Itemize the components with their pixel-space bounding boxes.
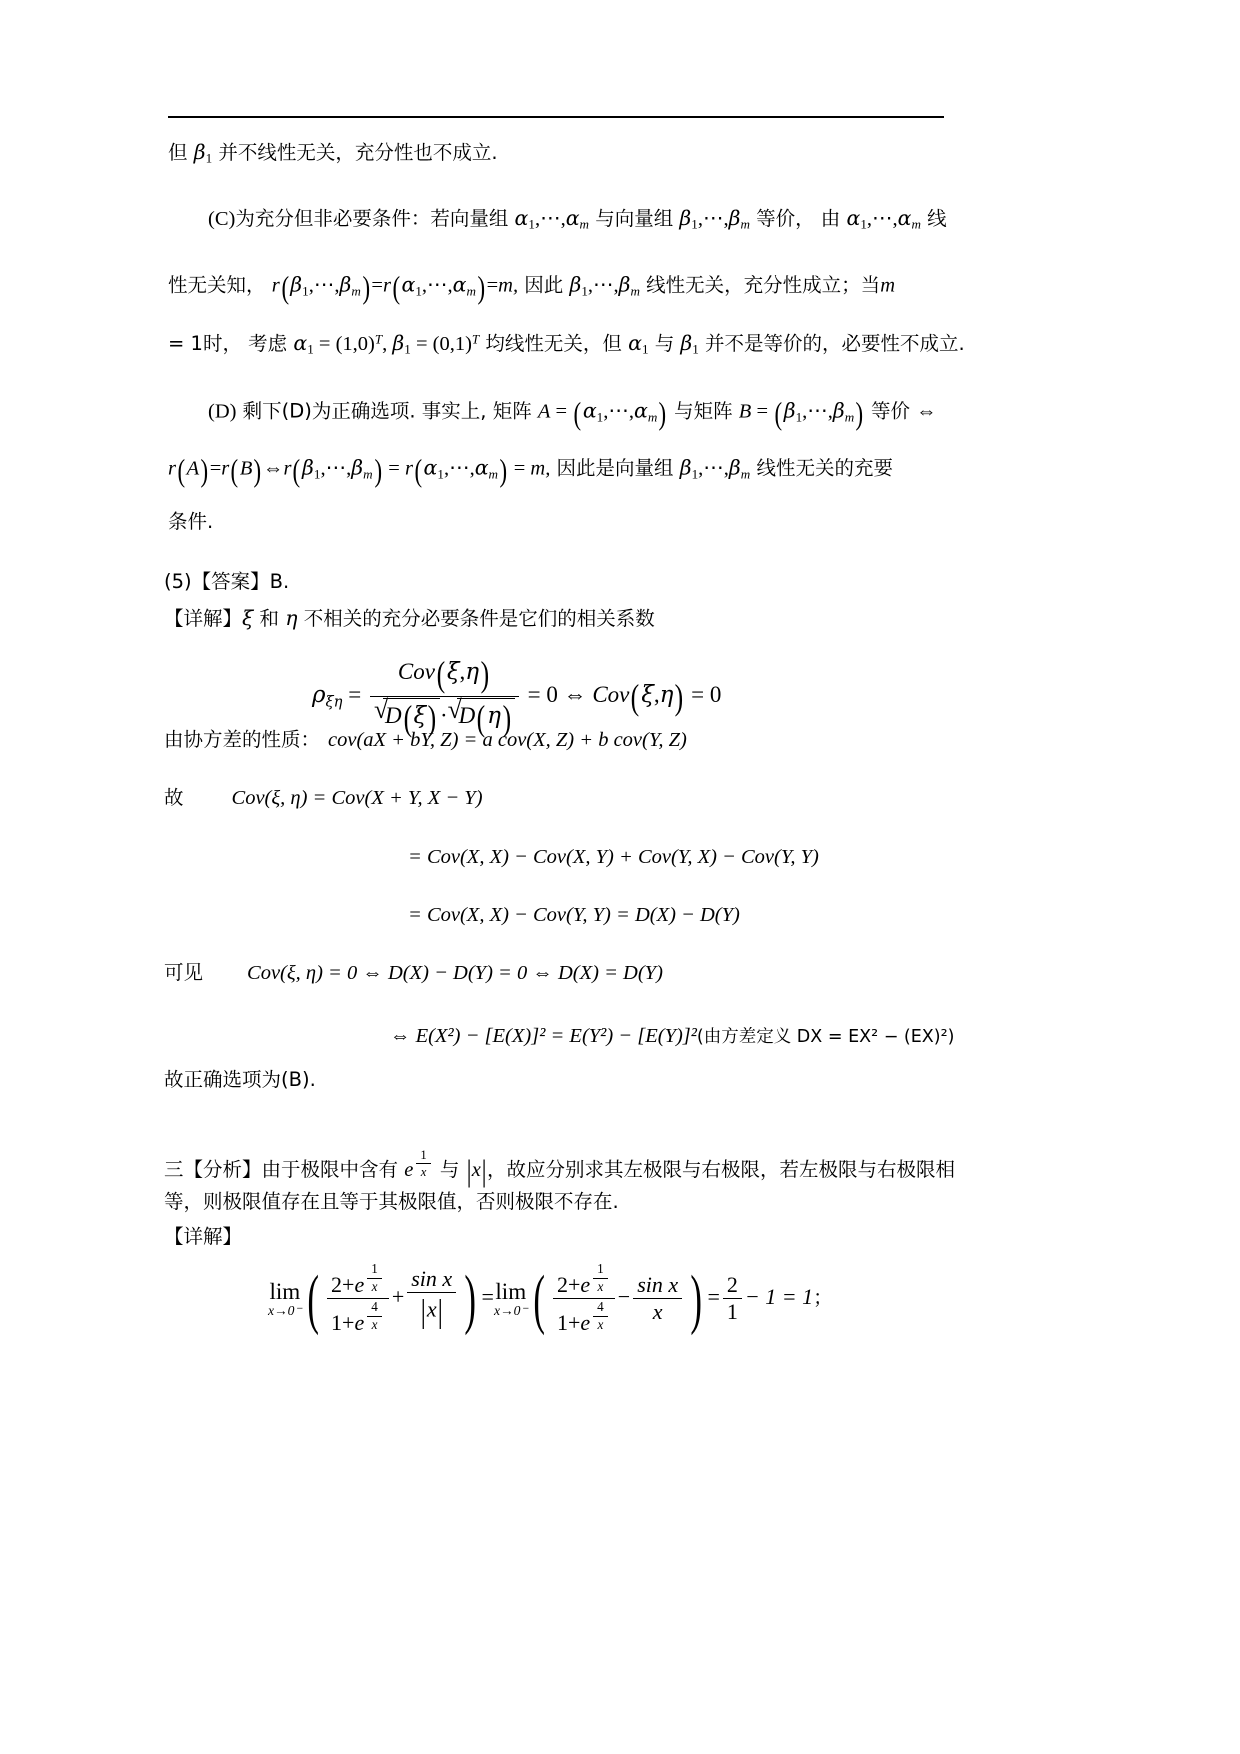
equals: =	[707, 1284, 720, 1310]
symbol-beta: β	[783, 398, 796, 423]
sub-1: 1	[596, 409, 604, 425]
sin-x: sin x	[411, 1265, 453, 1291]
rho-subscript: ξη	[325, 693, 343, 711]
symbol-alpha: α	[897, 206, 912, 230]
derivation-line5-note: (由方差定义 DX = EX² − (EX)²)	[696, 1027, 955, 1047]
iff-arrow: ⇔	[916, 400, 937, 423]
cov-operator: Cov	[397, 658, 435, 684]
fraction-denominator	[327, 1298, 389, 1335]
derivation-line5	[390, 1026, 954, 1047]
paragraph-option-c-line2: 性无关知， $r(\beta_1,\cdots,\beta_m)=r(\alpha_1,\cdots,\alpha_m)=m$, 因此 $\beta_1,\cdots,\beta_m$ 线性无关，充分性成立；当m	[168, 270, 895, 305]
explain-text: 不相关的充分必要条件是它们的相关系数	[297, 607, 655, 630]
fraction-sinx-over-x	[633, 1273, 682, 1325]
option-c-seg4: 线	[920, 207, 947, 230]
zero-value: 0	[709, 682, 722, 708]
symbol-beta: β	[728, 206, 741, 230]
plus-sign: +	[342, 1310, 355, 1336]
symbol-alpha: α	[628, 331, 642, 355]
rank-operator: r	[404, 457, 413, 480]
symbol-alpha: α	[452, 272, 467, 297]
den-one: 1	[331, 1310, 343, 1336]
dots: ⋯	[703, 457, 724, 480]
symbol-rho: ρ	[312, 682, 326, 709]
symbol-beta: β	[679, 455, 692, 480]
exp-four: 4	[371, 1299, 378, 1315]
subscript-1: 1	[205, 150, 213, 166]
symbol-alpha: α	[633, 398, 648, 423]
sub-1: 1	[691, 216, 698, 232]
sub-1: 1	[404, 341, 411, 357]
text-but-prefix: 但	[168, 141, 194, 164]
symbol-xi: ξ	[242, 606, 254, 630]
sqrt-d-xi: √ D(ξ)	[374, 698, 440, 739]
section3-label: 三【分析】	[164, 1158, 262, 1182]
sub-m: m	[466, 283, 476, 299]
plus-sign: +	[567, 1310, 581, 1336]
plus-sign: +	[342, 1271, 355, 1297]
derivation-line4: Cov(ξ, η) = 0 ⇔ D(X) − D(Y) = 0 ⇔ D(X) = D(Y)	[247, 962, 663, 984]
m-italic: m	[880, 274, 895, 297]
symbol-xi: ξ	[446, 658, 460, 685]
symbol-alpha: α	[582, 398, 597, 423]
symbol-alpha: α	[514, 206, 529, 230]
abs-x: x	[426, 1297, 437, 1323]
section3-detail-label: 【详解】	[164, 1225, 243, 1248]
option-d-seg2: 与矩阵	[667, 399, 739, 423]
m-value: m,	[498, 274, 519, 297]
sub-m: m	[647, 409, 658, 425]
symbol-beta: β	[351, 455, 364, 480]
dots: ⋯	[427, 274, 448, 297]
option-d-seg1: 剩下(D)为正确选项. 事实上, 矩阵	[236, 399, 538, 423]
option-d-line2-mid: 因此是向量组	[550, 456, 680, 480]
sub-1: 1	[692, 341, 699, 357]
dots: ⋯	[593, 274, 614, 297]
fraction-cov-over-sd	[370, 655, 519, 739]
sub-1: 1	[437, 466, 444, 482]
sub-1: 1	[307, 341, 314, 357]
matrix-A: A	[537, 400, 551, 423]
sub-m: m	[630, 283, 640, 299]
plus-sign: +	[391, 1284, 405, 1310]
symbol-alpha: α	[846, 206, 861, 230]
cov-property-formula: cov(aX + bY, Z) = a cov(X, Z) + b cov(Y, Z)	[328, 729, 687, 751]
section3-line2: 等，则极限值存在且等于其极限值，否则极限不存在.	[164, 1190, 619, 1213]
symbol-beta: β	[618, 272, 631, 297]
sub-1: 1	[795, 409, 803, 425]
sub-1: 1	[415, 283, 422, 299]
symbol-eta: η	[465, 658, 480, 685]
symbol-eta: η	[487, 702, 501, 729]
option-c-line2-pre: 性无关知，	[168, 273, 272, 297]
derivation-line3: = Cov(X, X) − Cov(Y, Y) = D(X) − D(Y)	[408, 904, 740, 926]
lim-label: lim	[495, 1278, 527, 1305]
symbol-beta: β	[339, 272, 352, 297]
option-c-seg3: 等价， 由	[749, 207, 847, 230]
fraction-numerator	[327, 1262, 389, 1298]
symbol-beta: β	[193, 140, 206, 164]
exp-x: x	[593, 1316, 608, 1333]
symbol-alpha: α	[565, 206, 580, 230]
sub-m: m	[488, 466, 498, 482]
paragraph-gu-label	[164, 788, 483, 809]
exp-e: e	[354, 1310, 365, 1336]
dots: ⋯	[872, 208, 893, 230]
transpose: T	[374, 331, 383, 347]
exp-numerator: 1	[420, 1148, 427, 1162]
sub-1: 1	[302, 283, 309, 299]
abs-bar-right: |	[481, 1154, 487, 1189]
limit-result: − 1 = 1	[744, 1284, 814, 1310]
result-numerator: 2	[726, 1271, 738, 1297]
exp-x: x	[367, 1316, 382, 1333]
option-d-line2-post: 线性无关的充要	[750, 456, 893, 480]
abs-x-denominator: |x|	[407, 1292, 456, 1331]
symbol-beta: β	[392, 331, 405, 355]
limit-operator-left	[268, 1280, 302, 1317]
abs-x: x	[471, 1159, 481, 1182]
symbol-eta: η	[659, 682, 674, 709]
rank-operator: r	[271, 274, 280, 297]
sub-m: m	[740, 466, 751, 482]
symbol-alpha: α	[474, 455, 489, 480]
fraction-sinx-over-absx	[407, 1267, 456, 1332]
sin-x: sin x	[637, 1271, 679, 1297]
exponent-one-over-x	[413, 1148, 433, 1179]
section3-text2: 与	[433, 1158, 466, 1182]
symbol-alpha: α	[401, 272, 416, 297]
symbol-xi: ξ	[413, 702, 427, 729]
lim-subscript: x→0⁻	[268, 1302, 302, 1318]
exp-e: e	[580, 1310, 591, 1336]
exp-x: x	[593, 1278, 608, 1295]
option-c-line3-with: 与	[648, 332, 681, 355]
equals: =	[371, 274, 383, 297]
explain-label: 【详解】	[164, 607, 243, 630]
exp-e: e	[354, 1271, 365, 1297]
symbol-alpha: α	[423, 455, 438, 480]
rank-operator: r	[221, 457, 230, 480]
variance-operator: D	[458, 702, 476, 728]
exp-x: x	[367, 1278, 382, 1295]
option-c-line2-post: 线性无关，充分性成立；当	[639, 273, 881, 297]
derivation-line5-math: ⇔ E(X²) − [E(X)]² = E(Y²) − [E(Y)]²	[390, 1025, 697, 1047]
matrix-B: B	[239, 457, 253, 480]
big-paren-open: (	[533, 1261, 545, 1337]
sub-m: m	[844, 409, 855, 425]
rank-operator: r	[168, 457, 176, 480]
sub-1: 1	[691, 466, 699, 482]
explain-mid: 和	[253, 607, 286, 630]
option-c-line3-mid: 均线性无关，但	[479, 332, 629, 355]
section3-text3: ，故应分别求其左极限与右极限，若左极限与右极限相	[487, 1158, 956, 1182]
option-c-label: (C)	[208, 208, 236, 230]
kejian-label: 可见	[164, 961, 204, 984]
derivation-line1: Cov(ξ, η) = Cov(X + Y, X − Y)	[231, 787, 483, 809]
zero-value: 0	[546, 682, 558, 708]
option-c-seg2: 与向量组	[589, 207, 680, 230]
header-rule	[168, 116, 944, 118]
fraction-numerator	[553, 1262, 615, 1298]
rank-operator: r	[382, 274, 391, 297]
gu-label: 故	[164, 786, 184, 809]
symbol-beta: β	[728, 455, 741, 480]
text-but-rest: 并不线性无关，充分性也不成立.	[212, 141, 498, 164]
den-one: 1	[556, 1310, 568, 1336]
semicolon: ；	[813, 1286, 833, 1310]
symbol-beta: β	[302, 455, 314, 480]
paragraph-option-c-line1: (C)为充分但非必要条件：若向量组 $\alpha_1,\cdots,\alpha_m$ 与向量组 $\beta_1,\cdots,\beta_m$ 等价， 由 $\alpha_1,\cdots,\alpha_m$ 线	[208, 206, 947, 232]
sub-1: 1	[581, 283, 588, 299]
matrix-B: B	[738, 400, 752, 423]
sub-m: m	[363, 466, 373, 482]
transpose: T	[471, 331, 480, 347]
symbol-beta: β	[679, 206, 692, 230]
paragraph-kejian	[164, 963, 663, 984]
option-c-seg1: 为充分但非必要条件：若向量组	[235, 207, 515, 230]
exp-four: 4	[597, 1299, 604, 1315]
big-paren-close: )	[690, 1261, 703, 1337]
rank-operator: r	[283, 457, 292, 480]
cov-operator: Cov	[592, 682, 630, 708]
fraction-numerator: Cov(ξ,η)	[397, 654, 490, 694]
num-two: 2	[556, 1271, 568, 1297]
symbol-alpha: α	[293, 331, 308, 355]
comma: ,	[459, 658, 466, 684]
dots: ⋯	[313, 274, 335, 297]
exp-e: e	[404, 1159, 414, 1182]
symbol-beta: β	[832, 398, 845, 423]
formula-correlation-coefficient: $\rho_{\xi\eta}$ = Cov(ξ,η) √ D(ξ) · √ D(η) = 0 ⇔ Cov(ξ,η) = 0	[312, 655, 721, 739]
option-c-line3-post: 并不是等价的，必要性不成立.	[698, 332, 965, 355]
dots: ⋯	[702, 208, 724, 230]
iff-arrow: ⇔	[262, 457, 284, 480]
abs-bar-left: |	[466, 1154, 472, 1189]
plus-sign: +	[567, 1271, 581, 1297]
symbol-beta: β	[680, 331, 693, 355]
option-c-line3-pre: = 1时， 考虑	[168, 332, 294, 355]
iff-arrow: ⇔	[563, 682, 587, 708]
sub-1: 1	[528, 216, 535, 232]
fraction-denominator	[553, 1298, 615, 1335]
dots: ⋯	[608, 400, 629, 423]
paragraph-option-d-line3: 条件.	[168, 510, 214, 533]
lim-subscript: x→0⁻	[493, 1302, 528, 1318]
paragraph-but-beta	[168, 142, 498, 164]
paragraph-cov-property	[164, 730, 687, 751]
item5-explain	[164, 608, 655, 630]
vector-10: (1,0)	[335, 333, 375, 355]
sub-1: 1	[860, 216, 867, 232]
variance-operator: D	[384, 702, 402, 728]
cov-property-lead: 由协方差的性质：	[164, 728, 321, 751]
option-c-line2-mid: 因此	[518, 273, 570, 297]
symbol-beta: β	[569, 272, 582, 297]
exp-e: e	[580, 1271, 591, 1297]
comma: ,	[653, 682, 660, 708]
symbol-beta: β	[290, 272, 303, 297]
big-paren-open: (	[307, 1261, 319, 1337]
dots: ⋯	[807, 400, 828, 423]
option-d-label: (D)	[208, 400, 237, 423]
paragraph-section3-line1	[164, 1148, 955, 1187]
paragraph-option-d-line1: (D) 剩下(D)为正确选项. 事实上, 矩阵 $A = (\alpha_1,\cdots,\alpha_m)$ 与矩阵 $B = (\beta_1,\cdots,\beta_m)$ 等价 ⇔	[208, 396, 937, 431]
symbol-eta: η	[285, 606, 298, 630]
sqrt-d-eta: √ D(η)	[448, 698, 515, 739]
dots: ⋯	[540, 208, 561, 230]
limit-operator-right	[494, 1280, 528, 1317]
fraction-exp-left	[327, 1262, 389, 1336]
big-paren-close: )	[464, 1261, 477, 1337]
item5-answer: (5)【答案】B.	[164, 570, 290, 593]
exp-denominator: x	[416, 1163, 430, 1179]
derivation-line2: = Cov(X, X) − Cov(X, Y) + Cov(Y, X) − Cov(Y, Y)	[408, 846, 819, 868]
sub-m: m	[911, 216, 921, 232]
sub-m: m	[579, 216, 589, 232]
matrix-A: A	[186, 457, 200, 480]
sub-m: m	[740, 216, 750, 232]
result-denominator: 1	[723, 1298, 742, 1325]
lim-label: lim	[269, 1278, 301, 1305]
exp-one: 1	[597, 1261, 604, 1276]
formula-limit	[268, 1262, 833, 1336]
dots: ⋯	[449, 457, 470, 480]
sub-1: 1	[313, 466, 321, 482]
dot-operator: ·	[440, 702, 448, 728]
fraction-exp-right	[553, 1262, 615, 1336]
fraction-result	[723, 1273, 742, 1325]
option-d-seg3: 等价	[864, 399, 917, 423]
equals: =	[486, 274, 499, 297]
equals: =	[481, 1284, 494, 1310]
section3-text1: 由于极限中含有	[261, 1158, 405, 1182]
x-denominator: x	[633, 1298, 682, 1325]
sub-1: 1	[641, 341, 649, 357]
symbol-xi: ξ	[641, 682, 654, 709]
derivation-conclusion: 故正确选项为(B).	[164, 1068, 316, 1091]
minus-sign: −	[617, 1284, 631, 1310]
sub-m: m	[351, 283, 361, 299]
exp-one: 1	[371, 1261, 378, 1276]
paragraph-option-d-line2: $r(A)=r(B)\Leftrightarrow r(\beta_1,\cdots,\beta_m)$ = $r(\alpha_1,\cdots,\alpha_m) = m$, 因此是向量组 $\beta_1,\cdots,\beta_m$ 线性无关的充要	[168, 453, 893, 488]
vector-01: (0,1)	[432, 333, 472, 355]
num-two: 2	[331, 1271, 343, 1297]
paragraph-option-c-line3: = 1时， 考虑 $\alpha_1 = (1,0)^T$, $\beta_1 = (0,1)^T$ 均线性无关，但 $\alpha_1$ 与 $\beta_1$ 并不是等价的，必要性不成立.	[168, 331, 965, 357]
m-value: m,	[530, 457, 551, 480]
dots: ⋯	[325, 457, 347, 480]
